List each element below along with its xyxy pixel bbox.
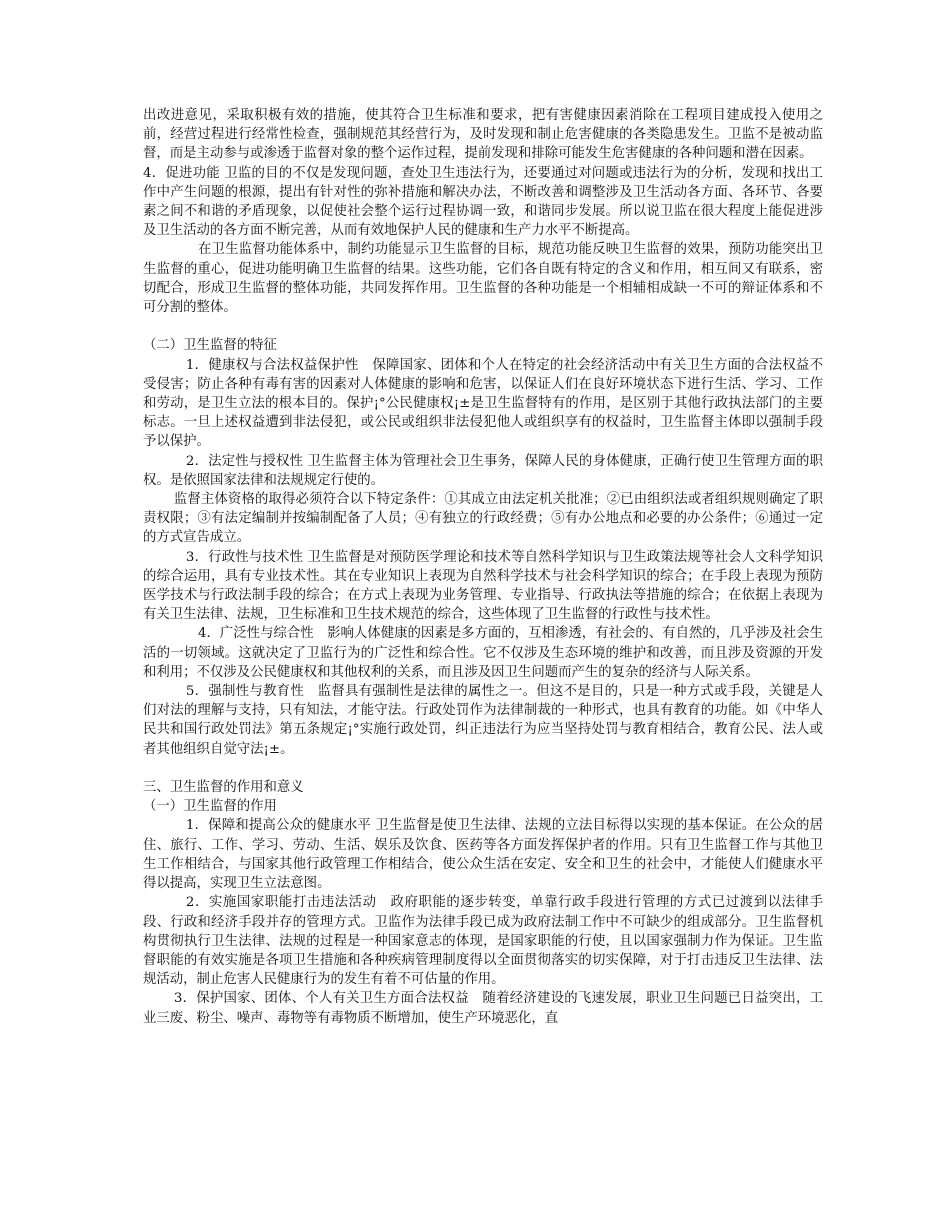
blank-line [143,759,823,778]
paragraph-legality-authorization: 2．法定性与授权性 卫生监督主体为管理社会卫生事务，保障人民的身体健康，正确行使卫生管理方面的职权。是依照国家法律和法规规定行使的。 [143,453,823,488]
section-heading-characteristics: （二）卫生监督的特征 [143,338,277,354]
paragraph-broad-comprehensive: 4．广泛性与综合性 影响人体健康的因素是多方面的，互相渗透，有社会的、有自然的，几乎涉及社会生活的一切领域。这就决定了卫监行为的广泛性和综合性。它不仅涉及生态环境的维护和改善，而且涉及资源的开发和利用；不仅涉及公民健康权和其他权利的关系，而且涉及因卫生问题而产生的复杂的经济与人际关系。 [143,626,823,680]
document-page [143,106,823,1028]
paragraph-state-functions: 2．实施国家职能打击违法活动 政府职能的逐步转变，单靠行政手段进行管理的方式已过渡到以法律手段、行政和经济手段并存的管理方式。卫监作为法律手段已成为政府法制工作中不可缺少的组成部分。卫生监督机构贯彻执行卫生法律、法规的过程是一种国家意志的体现，是国家职能的行使，且以国家强制力作为保证。卫生监督职能的有效实施是各项卫生措施和各种疾病管理制度得以全面贯彻落实的切实保障，对于打击违反卫生法律、法规活动，制止危害人民健康行为的发生有着不可估量的作用。 [143,895,823,988]
section-heading-role: （一）卫生监督的作用 [143,799,277,815]
paragraph-promotion-function: 4．促进功能 卫监的目的不仅是发现问题，查处卫生违法行为，还要通过对问题或违法行为的分析，发现和找出工作中产生问题的根源，提出有针对性的弥补措施和解决办法，不断改善和调整涉及卫生活动各方面、各环节、各要素之间不和谐的矛盾现象，以促使社会整个运行过程协调一致，和谐同步发展。所以说卫监在很大程度上能促进涉及卫生活动的各方面不断完善，从而有效地保护人民的健康和生产力水平不断提高。 [143,165,823,239]
paragraph-administrative-technical: 3．行政性与技术性 卫生监督是对预防医学理论和技术等自然科学知识与卫生政策法规等社会人文科学知识的综合运用，具有专业技术性。其在专业知识上表现为自然科学技术与社会科学知识的综合；在手段上表现为预防医学技术与行政法制手段的综合；在方式上表现为业务管理、专业指导、行政执法等措施的综合；在依据上表现为有关卫生法律、法规，卫生标准和卫生技术规范的综合，这些体现了卫生监督的行政性与技术性。 [143,549,823,623]
paragraph-health-rights-protection: 1．健康权与合法权益保护性 保障国家、团体和个人在特定的社会经济活动中有关卫生方面的合法权益不受侵害；防止各种有毒有害的因素对人体健康的影响和危害，以保证人们在良好环境状态下进行生活、学习、工作和劳动，是卫生立法的根本目的。保护¡°公民健康权¡±是卫生监督特有的作用，是区别于其他行政执法部门的主要标志。一旦上述权益遭到非法侵犯，或公民或组织非法侵犯他人或组织享有的权益时，卫生监督主体即以强制手段予以保护。 [143,357,823,450]
paragraph-public-health-level: 1．保障和提高公众的健康水平 卫生监督是使卫生法律、法规的立法目标得以实现的基本保证。在公众的居住、旅行、工作、学习、劳动、生活、娱乐及饮食、医药等各方面发挥保护者的作用。只有卫生监督工作与其他卫生工作相结合，与国家其他行政管理工作相结合，使公众生活在安定、安全和卫生的社会中，才能使人们健康水平得以提高，实现卫生立法意图。 [143,818,823,892]
paragraph-legal-rights-protection: 3．保护国家、团体、个人有关卫生方面合法权益 随着经济建设的飞速发展，职业卫生问题已日益突出，工业三废、粉尘、噪声、毒物等有毒物质不断增加，使生产环境恶化，直 [143,991,823,1026]
blank-line [143,317,823,336]
paragraph-coercive-educational: 5．强制性与教育性 监督具有强制性是法律的属性之一。但这不是目的，只是一种方式或手段，关键是人们对法的理解与支持，只有知法，才能守法。行政处罚作为法律制裁的一种形式，也具有教育的功能。如《中华人民共和国行政处罚法》第五条规定¡°实施行政处罚，纠正违法行为应当坚持处罚与教育相结合，教育公民、法人或者其他组织自觉守法¡±。 [143,684,823,757]
paragraph-prevention-function-end: 出改进意见，采取积极有效的措施，使其符合卫生标准和要求，把有害健康因素消除在工程项目建成投入使用之前，经营过程进行经常性检查，强制规范其经营行为，及时发现和制止危害健康的各类隐患发生。卫监不是被动监督，而是主动参与或渗透于监督对象的整个运作过程，提前发现和排除可能发生危害健康的各种问题和潜在因素。 [143,108,823,162]
section-heading-role-significance: 三、卫生监督的作用和意义 [143,780,304,796]
paragraph-function-system-summary: 在卫生监督功能体系中，制约功能显示卫生监督的目标，规范功能反映卫生监督的效果，预防功能突出卫生监督的重心，促进功能明确卫生监督的结果。这些功能，它们各自既有特定的含义和作用，相互间又有联系，密切配合，形成卫生监督的整体功能，共同发挥作用。卫生监督的各种功能是一个相辅相成缺一不可的辩证体系和不可分割的整体。 [143,242,823,316]
paragraph-subject-qualification: 监督主体资格的取得必须符合以下特定条件：①其成立由法定机关批准；②已由组织法或者组织规则确定了职责权限；③有法定编制并按编制配备了人员；④有独立的行政经费；⑤有办公地点和必要的办公条件；⑥通过一定的方式宣告成立。 [143,492,823,546]
